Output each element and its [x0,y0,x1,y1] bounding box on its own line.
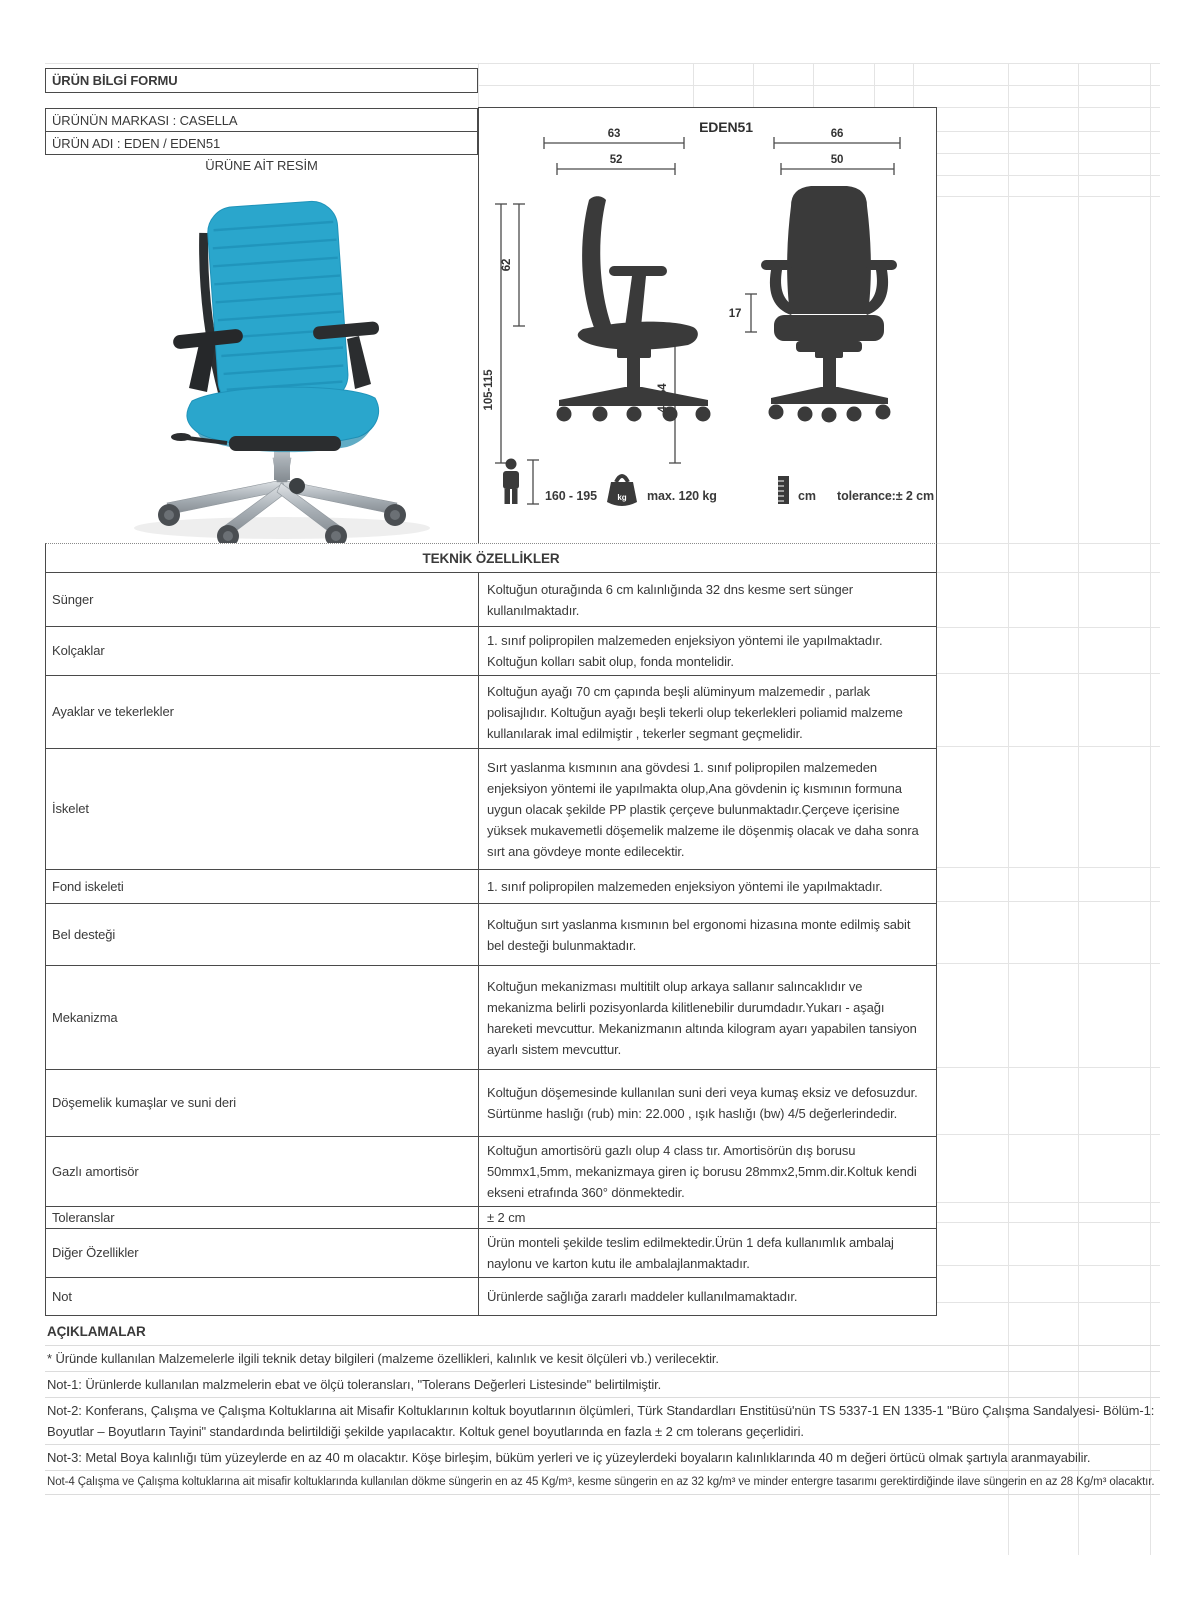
table-row [46,904,936,966]
table-row [46,1070,936,1137]
spec-value: 1. sınıf polipropilen malzemeden enjeksiyon yöntemi ile yapılmaktadır. [487,879,883,894]
gridline-horizontal [937,1265,1160,1266]
dim-overall-height: 105-115 [483,369,495,411]
front-view-silhouette [761,186,897,423]
kettlebell-icon [607,476,637,506]
spec-section-title: TEKNİK ÖZELLİKLER [46,544,936,573]
image-caption-cell [45,155,478,175]
notes-section [45,1318,1160,1495]
gridline-horizontal [937,746,1160,747]
gridline-horizontal [937,963,1160,964]
table-row [46,749,936,870]
brand-cell [45,108,478,132]
gridline-horizontal [937,627,1160,628]
notes-title: AÇIKLAMALAR [45,1318,1160,1346]
table-row [46,966,936,1070]
gridline-horizontal [937,543,1160,544]
spec-label: Kolçaklar [46,627,479,675]
tolerance-label: tolerance:± 2 cm [837,489,934,503]
gridline-horizontal [937,673,1160,674]
gridline-horizontal [937,1134,1160,1135]
user-height-label: 160 - 195 [545,489,597,503]
legend [503,459,934,507]
side-view-silhouette [557,196,711,421]
table-row [46,573,936,627]
gridline-horizontal [937,1067,1160,1068]
product-name-cell [45,131,478,155]
dim-back-height: 62 [501,258,513,272]
spec-label: Toleranslar [46,1207,479,1228]
ruler-icon [778,476,789,504]
table-row [46,676,936,749]
note-item: * Üründe kullanılan Malzemelerle ilgili teknik detay bilgileri (malzeme özellikleri, kalınlık ve kesit ölçüleri vb.) verilecektir. [45,1346,1160,1372]
table-row [46,1207,936,1229]
dim-back-width: 63 [607,128,621,140]
image-caption: ÜRÜNE AİT RESİM [205,157,318,173]
technical-drawing [478,107,937,543]
gridline-horizontal [937,153,1160,154]
table-row [46,1278,936,1315]
spec-label: Ayaklar ve tekerlekler [46,676,479,748]
dimension-drawing [479,108,936,542]
spec-value: Koltuğun sırt yaslanma kısmının bel ergonomi hizasına monte edilmiş sabit bel desteği bulunmaktadır. [487,916,911,953]
spec-value: ± 2 cm [487,1210,526,1225]
chair-photo-illustration [107,186,452,546]
dim-armrest-height: 17 [728,308,742,320]
gridline-horizontal [45,63,1160,64]
spec-label: Fond iskeleti [46,870,479,903]
gridline-horizontal [937,107,1160,108]
gridline-horizontal [937,867,1160,868]
gridline-horizontal [937,1222,1160,1223]
person-icon [503,459,519,505]
seat-mechanism [229,436,341,451]
dim-lines-top [544,137,900,175]
table-row [46,1229,936,1278]
spec-label: İskelet [46,749,479,869]
dim-seat-width: 50 [830,154,844,166]
model-label: EDEN51 [699,119,753,135]
note-item: Not-2: Konferans, Çalışma ve Çalışma Koltuklarına ait Misafir Koltuklarının koltuk boyutlarının ölçümleri, Türk Standardları Enstitüsü'nün TS 5337-1 EN 1335-1 "Büro Çalışma Sandalyesi- Bölüm-1: Boyutlar – Boyutların Tayini" standardında belirtildiği şekilde yapılacaktır. Koltuk genel boyutlarında en fazla ± 2 cm tolerans geçerlidiri. [45,1398,1160,1445]
kg-glyph: kg [617,493,627,502]
dim-back-width-inner: 52 [609,154,623,166]
gridline-horizontal [937,1302,1160,1303]
gridline-horizontal [937,572,1160,573]
form-title-cell [45,68,478,93]
spec-value: Koltuğun ayağı 70 cm çapında beşli alüminyum malzemedir , parlak polisajlıdır. Koltuğun ayağı beşli tekerli olup tekerlekleri poliamid malzeme kullanılarak imal edilmiştir , tekerler segmant geçmelidir. [487,683,903,741]
spec-label: Sünger [46,573,479,626]
height-gauge [527,460,539,504]
spec-value: Ürün monteli şekilde teslim edilmektedir.Ürün 1 defa kullanımlık ambalaj naylonu ve karton kutu ile ambalajlanmaktadır. [487,1235,894,1271]
spec-table [45,543,937,1316]
spec-value: Koltuğun mekanizması multitilt olup arkaya sallanır salıncaklıdır ve mekanizma belirli pozisyonlarda kilitlenebilir durumdadır.Yukarı - aşağı hareketi mevcuttur. Mekanizmanın altında kilogram ayarı yapabilen tansiyon ayarlı sistem mevcuttur. [487,978,917,1057]
note-item: Not-3: Metal Boya kalınlığı tüm yüzeylerde en az 40 m olacaktır. Köşe birleşim, büküm yerleri ve iç yüzeylerdeki boyaların kalınlıklarında 40 m değeri örtücü olmak şartıyla aranmayabilir. [45,1445,1160,1471]
table-row [46,870,936,904]
form-title: ÜRÜN BİLGİ FORMU [52,73,178,88]
product-name-label: ÜRÜN ADI : EDEN / EDEN51 [52,135,221,151]
dim-overall-width: 66 [830,128,844,140]
max-weight-label: max. 120 kg [647,489,717,503]
gridline-horizontal [937,1202,1160,1203]
spec-value: 1. sınıf polipropilen malzemeden enjeksiyon yöntemi ile yapılmaktadır. Koltuğun kolları sabit olup, fonda montelidir. [487,633,883,669]
backrest [200,200,351,417]
gridline-horizontal [937,901,1160,902]
spec-label: Bel desteği [46,904,479,965]
spec-label: Döşemelik kumaşlar ve suni deri [46,1070,479,1136]
spec-value: Sırt yaslanma kısmının ana gövdesi 1. sınıf polipropilen malzemeden enjeksiyon yöntemi ile yapılmakta olup,Ana gövdenin iç kısmının formuna uygun olacak şekilde PP plastik çerçeve bulunmaktadır.Çerçeve içerisine yüksek mukavemetli döşemelik malzeme ile döşenmiş olacak ve daha sonra sırt ana gövdeye monte edilecektir. [487,759,919,859]
gridline-horizontal [937,196,1160,197]
lever-paddle [171,433,191,441]
note-item: Not-4 Çalışma ve Çalışma koltuklarına ait misafir koltuklarında kullanılan dökme süngerin en az 45 Kg/m³, kesme süngerin en az 32 kg/m³ ve minder entergre tasarımı gerektirdiğinde ilave süngerin en az 28 Kg/m³ olacaktır. [45,1471,1160,1495]
spec-label: Gazlı amortisör [46,1137,479,1206]
brand-label: ÜRÜNÜN MARKASI : CASELLA [52,112,238,128]
spec-value: Koltuğun döşemesinde kullanılan suni deri veya kumaş eksiz ve defosuzdur. Sürtünme haslığı (rub) min: 22.000 , ışık haslığı (bw) 4/5 değerlerindedir. [487,1085,918,1121]
unit-label: cm [798,489,816,503]
table-row [46,627,936,676]
spec-value: Koltuğun oturağında 6 cm kalınlığında 32 dns kesme sert sünger kullanılmaktadır. [487,581,853,618]
spec-label: Not [46,1278,479,1315]
spec-value: Ürünlerde sağlığa zararlı maddeler kullanılmamaktadır. [487,1289,798,1304]
gridline-horizontal [937,175,1160,176]
note-item: Not-1: Ürünlerde kullanılan malzmelerin ebat ve ölçü toleransları, "Tolerans Değerleri Listesinde" belirtilmiştir. [45,1372,1160,1398]
gridline-horizontal [937,131,1160,132]
spec-value: Koltuğun amortisörü gazlı olup 4 class tır. Amortisörün dış borusu 50mmx1,5mm, mekanizmaya giren iç borusu 28mmx2,5mm.dir.Koltuk kendi ekseni etrafında 360° dönmektedir. [487,1143,917,1200]
table-row [46,1137,936,1207]
spec-label: Diğer Özellikler [46,1229,479,1277]
product-photo [45,174,478,543]
spec-label: Mekanizma [46,966,479,1069]
